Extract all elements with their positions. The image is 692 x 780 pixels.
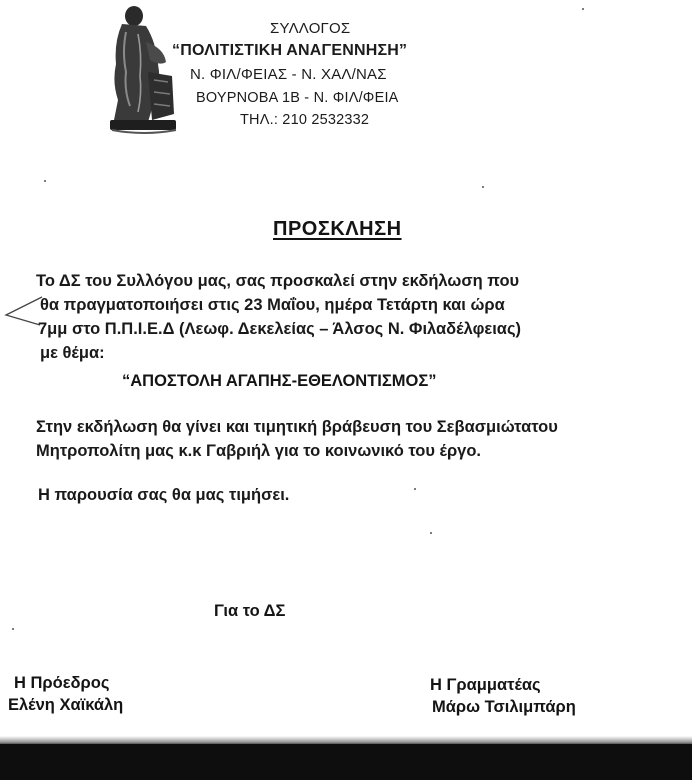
association-address: ΒΟΥΡΝΟΒΑ 1Β - Ν. ΦΙΛ/ΦΕΙΑ bbox=[196, 90, 399, 106]
body-line-4: με θέμα: bbox=[40, 344, 105, 362]
association-phone: ΤΗΛ.: 210 2532332 bbox=[240, 112, 370, 128]
award-line-2: Μητροπολίτη μας κ.κ Γαβριήλ για το κοινωνικό του έργο. bbox=[36, 442, 482, 460]
association-name: “ΠΟΛΙΤΙΣΤΙΚΗ ΑΝΑΓΕΝΝΗΣΗ” bbox=[172, 42, 408, 59]
president-role: Η Πρόεδρος bbox=[14, 674, 110, 692]
award-line-1: Στην εκδήλωση θα γίνει και τιμητική βράβευση του Σεβασμιώτατου bbox=[36, 418, 558, 436]
scan-border bbox=[0, 744, 692, 780]
closing-sentence: Η παρουσία σας θα μας τιμήσει. bbox=[38, 486, 290, 504]
scan-speck bbox=[482, 186, 484, 188]
scan-speck bbox=[414, 488, 416, 490]
scan-speck bbox=[12, 628, 14, 630]
association-label: ΣΥΛΛΟΓΟΣ bbox=[270, 20, 351, 37]
body-line-1: Το ΔΣ του Συλλόγου μας, σας προσκαλεί στην εκδήλωση που bbox=[36, 272, 520, 290]
president-name: Ελένη Χαϊκάλη bbox=[8, 696, 124, 714]
secretary-role: Η Γραμματέας bbox=[430, 676, 541, 694]
event-theme: “ΑΠΟΣΤΟΛΗ ΑΓΑΠΗΣ-ΕΘΕΛΟΝΤΙΣΜΟΣ” bbox=[122, 372, 437, 390]
secretary-name: Μάρω Τσιλιμπάρη bbox=[432, 698, 576, 716]
scan-speck bbox=[582, 8, 584, 10]
invitation-title: ΠΡΟΣΚΛΗΣΗ bbox=[273, 218, 402, 240]
body-line-2: θα πραγματοποιήσει στις 23 Μαΐου, ημέρα Τετάρτη και ώρα bbox=[40, 296, 505, 314]
for-board-label: Για το ΔΣ bbox=[214, 602, 286, 620]
body-line-3: 7μμ στο Π.Π.Ι.Ε.Δ (Λεωφ. Δεκελείας – Άλσος Ν. Φιλαδέλφειας) bbox=[38, 320, 522, 338]
scan-speck bbox=[430, 532, 432, 534]
scan-speck bbox=[44, 180, 46, 182]
statue-emblem-icon bbox=[104, 2, 182, 136]
association-area: Ν. ΦΙΛ/ΦΕΙΑΣ - Ν. ΧΑΛ/ΝΑΣ bbox=[190, 66, 387, 83]
